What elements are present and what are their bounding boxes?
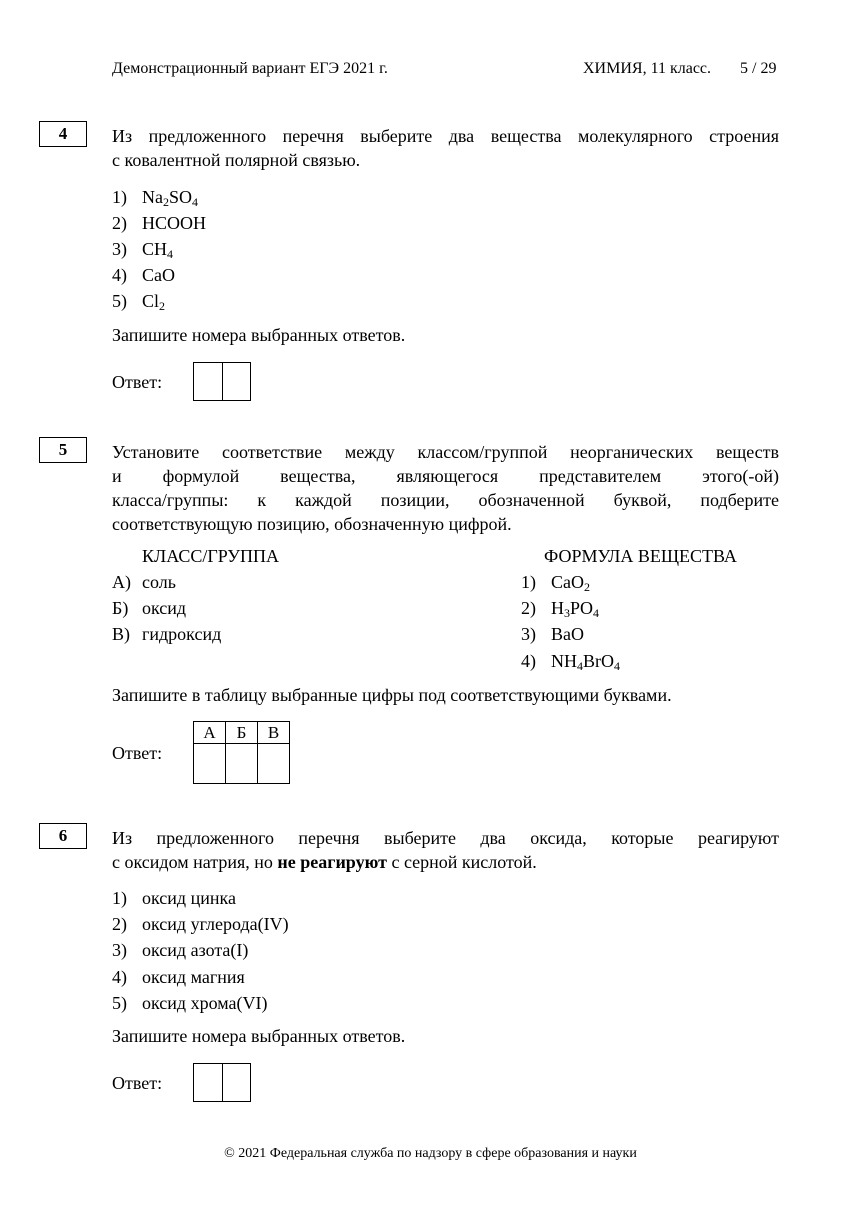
answer-cell[interactable] bbox=[194, 363, 222, 400]
task-5-question-line-3: класса/группы: к каждой позиции, обозначенной буквой, подберите bbox=[112, 490, 779, 510]
answer-cell[interactable] bbox=[226, 744, 258, 784]
task-4-question-line-1: Из предложенного перечня выберите два вещества молекулярного строения bbox=[112, 126, 779, 146]
task-6-option-5: 5) оксид хрома(VI) bbox=[112, 993, 268, 1013]
header-exam-title: Демонстрационный вариант ЕГЭ 2021 г. bbox=[112, 60, 388, 77]
task-4-answer-label: Ответ: bbox=[112, 372, 163, 392]
task-5-answer-label: Ответ: bbox=[112, 743, 163, 763]
task-6-answer-boxes[interactable] bbox=[193, 1063, 251, 1102]
task-5-question-line-2: и формулой вещества, являющегося представителем этого(-ой) bbox=[112, 466, 779, 486]
task-6-option-1: 1) оксид цинка bbox=[112, 888, 236, 908]
task-5-instruction: Запишите в таблицу выбранные цифры под соответствующими буквами. bbox=[112, 685, 672, 705]
header-page-number: 5 / 29 bbox=[740, 60, 777, 77]
task-5-question-line-4: соответствующую позицию, обозначенную цифрой. bbox=[112, 514, 512, 534]
task-5-right-item-1: 1) CaO$_2$ bbox=[521, 572, 590, 594]
task-6-option-4: 4) оксид магния bbox=[112, 967, 245, 987]
task-6-question bbox=[112, 826, 779, 874]
answer-cell[interactable] bbox=[194, 1064, 222, 1101]
answer-table-header-a: А bbox=[194, 722, 226, 744]
task-5-right-item-2: 2) $H_3PO_4$ bbox=[521, 598, 600, 620]
task-5-number: 5 bbox=[39, 437, 87, 463]
task-4-question-line-2: с ковалентной полярной связью. bbox=[112, 150, 361, 170]
task-5-question bbox=[112, 440, 779, 536]
task-4-answer-boxes[interactable] bbox=[193, 362, 251, 401]
task-6-emphasis: не реагируют bbox=[277, 852, 387, 872]
footer-copyright: © 2021 Федеральная служба по надзору в сфере образования и науки bbox=[224, 1146, 637, 1161]
task-4-number: 4 bbox=[39, 121, 87, 147]
task-5-right-item-4: 4) $NH_4BrO_4$ bbox=[521, 651, 620, 673]
task-6-instruction: Запишите номера выбранных ответов. bbox=[112, 1026, 406, 1046]
task-4-option-1: 1) $Na_2SO_4$ bbox=[112, 187, 199, 209]
task-5-left-item-b: Б) оксид bbox=[112, 598, 187, 618]
task-4-instruction: Запишите номера выбранных ответов. bbox=[112, 325, 406, 345]
task-4-option-3: 3) $CH_4$ bbox=[112, 239, 174, 261]
task-6-question-line-1: Из предложенного перечня выберите два оксида, которые реагируют bbox=[112, 828, 779, 848]
task-5-left-item-a: А) соль bbox=[112, 572, 176, 592]
task-5-right-header: ФОРМУЛА ВЕЩЕСТВА bbox=[544, 546, 737, 566]
task-4-option-4: 4) CaO bbox=[112, 265, 175, 285]
task-6-answer-label: Ответ: bbox=[112, 1073, 163, 1093]
header-subject: ХИМИЯ, 11 класс. bbox=[583, 60, 712, 77]
task-5-left-header: КЛАСС/ГРУППА bbox=[142, 546, 280, 566]
answer-cell[interactable] bbox=[194, 744, 226, 784]
answer-cell[interactable] bbox=[222, 1064, 251, 1101]
task-6-question-line-2: с оксидом натрия, но не реагируют с серной кислотой. bbox=[112, 852, 537, 872]
task-5-right-item-3: 3) BaO bbox=[521, 624, 584, 644]
task-6-option-3: 3) оксид азота(I) bbox=[112, 940, 249, 960]
task-4-option-2: 2) HCOOH bbox=[112, 213, 207, 233]
task-5-question-line-1: Установите соответствие между классом/группой неорганических веществ bbox=[112, 442, 779, 462]
answer-table-header-b: Б bbox=[226, 722, 258, 744]
answer-cell[interactable] bbox=[222, 363, 251, 400]
task-5-left-item-v: В) гидроксид bbox=[112, 624, 222, 644]
task-6-number: 6 bbox=[39, 823, 87, 849]
task-4-option-5: 5) $Cl_2$ bbox=[112, 291, 166, 313]
answer-table-header-v: В bbox=[258, 722, 290, 744]
answer-cell[interactable] bbox=[258, 744, 290, 784]
task-5-answer-table[interactable] bbox=[193, 721, 290, 784]
task-6-option-2: 2) оксид углерода(IV) bbox=[112, 914, 289, 934]
task-4-question bbox=[112, 124, 779, 172]
